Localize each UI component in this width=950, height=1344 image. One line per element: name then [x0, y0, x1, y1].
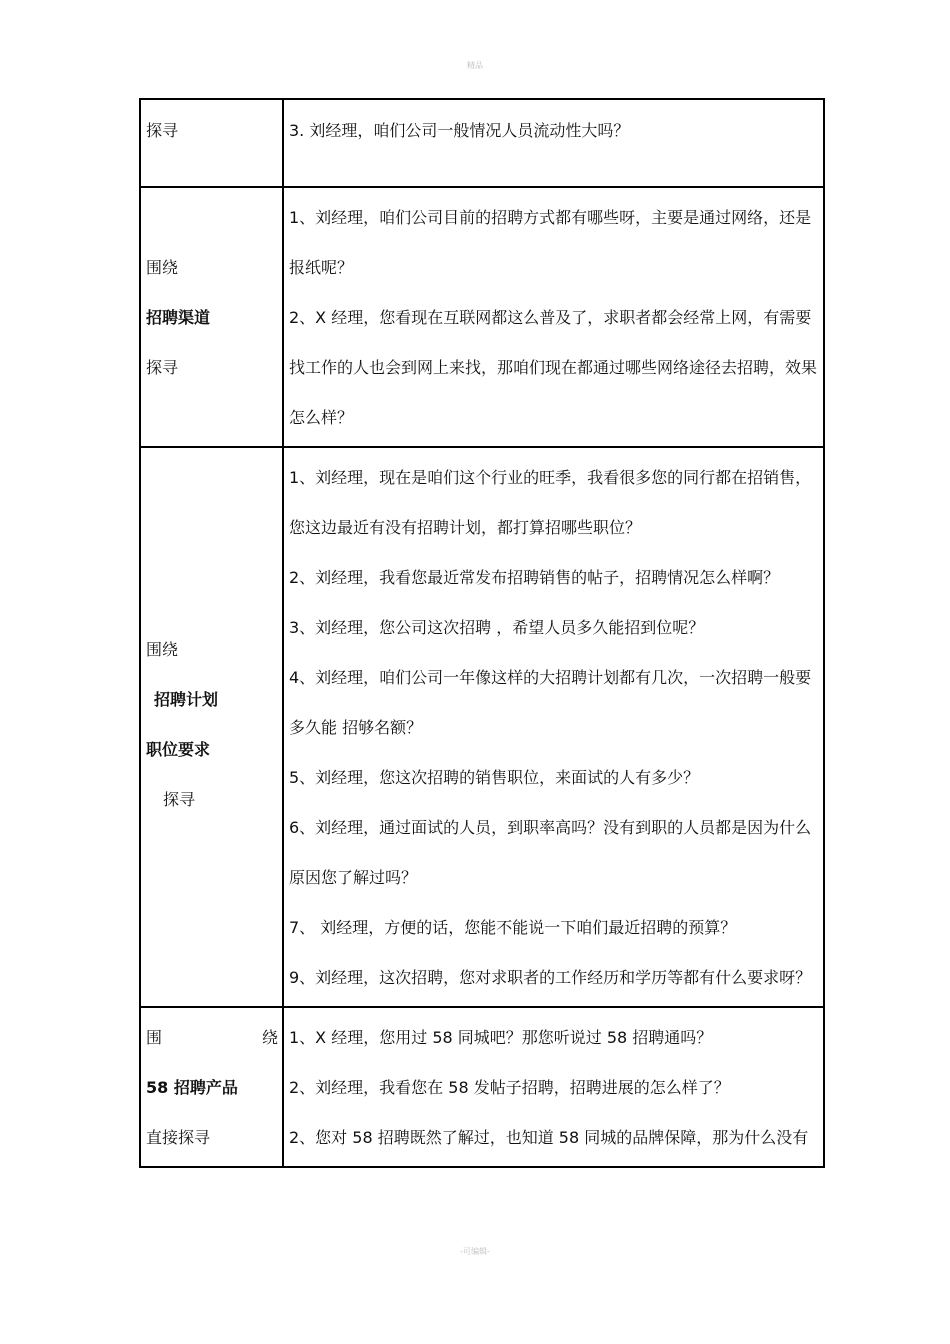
questions-cell	[283, 1007, 824, 1167]
table-row	[140, 1007, 824, 1167]
question-text: 2、刘经理，我看您在 58 发帖子招聘，招聘进展的怎么样了？	[289, 1078, 730, 1097]
question-text: 2、您对 58 招聘既然了解过，也知道 58 同城的品牌保障，那为什么没有	[289, 1128, 809, 1147]
questions-cell	[283, 187, 824, 447]
question-text: 1、刘经理，现在是咱们这个行业的旺季，我看很多您的同行都在招销售，您这边最近有没有招聘计划，都打算招哪些职位？	[289, 468, 812, 537]
question-text: 2、刘经理，我看您最近常发布招聘销售的帖子，招聘情况怎么样啊？	[289, 568, 780, 587]
topic-cell	[140, 187, 283, 447]
topic-label: 直接探寻	[146, 1128, 211, 1147]
table-row	[140, 187, 824, 447]
question-text: 5、刘经理，您这次招聘的销售职位，来面试的人有多少？	[289, 768, 700, 787]
topic-label: 绕	[261, 1028, 278, 1047]
topic-label: 围绕	[146, 258, 179, 277]
page-footer-watermark: -可编辑-	[460, 1247, 490, 1256]
topic-label: 探寻	[163, 790, 196, 809]
topic-label: 围绕	[146, 640, 179, 659]
question-text: 9、刘经理，这次招聘，您对求职者的工作经历和学历等都有什么要求呀？	[289, 968, 812, 987]
topic-label: 探寻	[146, 121, 179, 140]
topic-label-bold: 招聘渠道	[146, 308, 211, 327]
table-row	[140, 447, 824, 1007]
question-text: 3、刘经理，您公司这次招聘 ，希望人员多久能招到位呢？	[289, 618, 705, 637]
topic-label-spread	[146, 1013, 282, 1063]
page-header-watermark: 精品	[467, 61, 483, 70]
table-row	[140, 99, 824, 187]
topic-label: 探寻	[146, 358, 179, 377]
question-text: 1、刘经理，咱们公司目前的招聘方式都有哪些呀，主要是通过网络，还是报纸呢？	[289, 208, 812, 277]
topic-cell	[140, 1007, 283, 1167]
question-table	[139, 98, 825, 1168]
topic-cell	[140, 99, 283, 187]
questions-cell	[283, 447, 824, 1007]
question-text: 6、刘经理，通过面试的人员，到职率高吗？没有到职的人员都是因为什么原因您了解过吗？	[289, 818, 812, 887]
topic-label: 围	[146, 1028, 163, 1047]
topic-label-bold: 职位要求	[146, 740, 211, 759]
question-text: 3. 刘经理，咱们公司一般情况人员流动性大吗？	[289, 121, 630, 140]
question-text: 4、刘经理，咱们公司一年像这样的大招聘计划都有几次，一次招聘一般要多久能 招够名额？	[289, 668, 812, 737]
topic-label-bold: 58 招聘产品	[146, 1078, 238, 1097]
question-text: 7、 刘经理，方便的话，您能不能说一下咱们最近招聘的预算？	[289, 918, 737, 937]
questions-cell	[283, 99, 824, 187]
topic-cell	[140, 447, 283, 1007]
topic-label-bold: 招聘计划	[154, 690, 219, 709]
question-text: 2、X 经理，您看现在互联网都这么普及了，求职者都会经常上网，有需要找工作的人也会到网上来找，那咱们现在都通过哪些网络途径去招聘，效果怎么样？	[289, 308, 818, 427]
question-text: 1、X 经理，您用过 58 同城吧？那您听说过 58 招聘通吗？	[289, 1028, 713, 1047]
